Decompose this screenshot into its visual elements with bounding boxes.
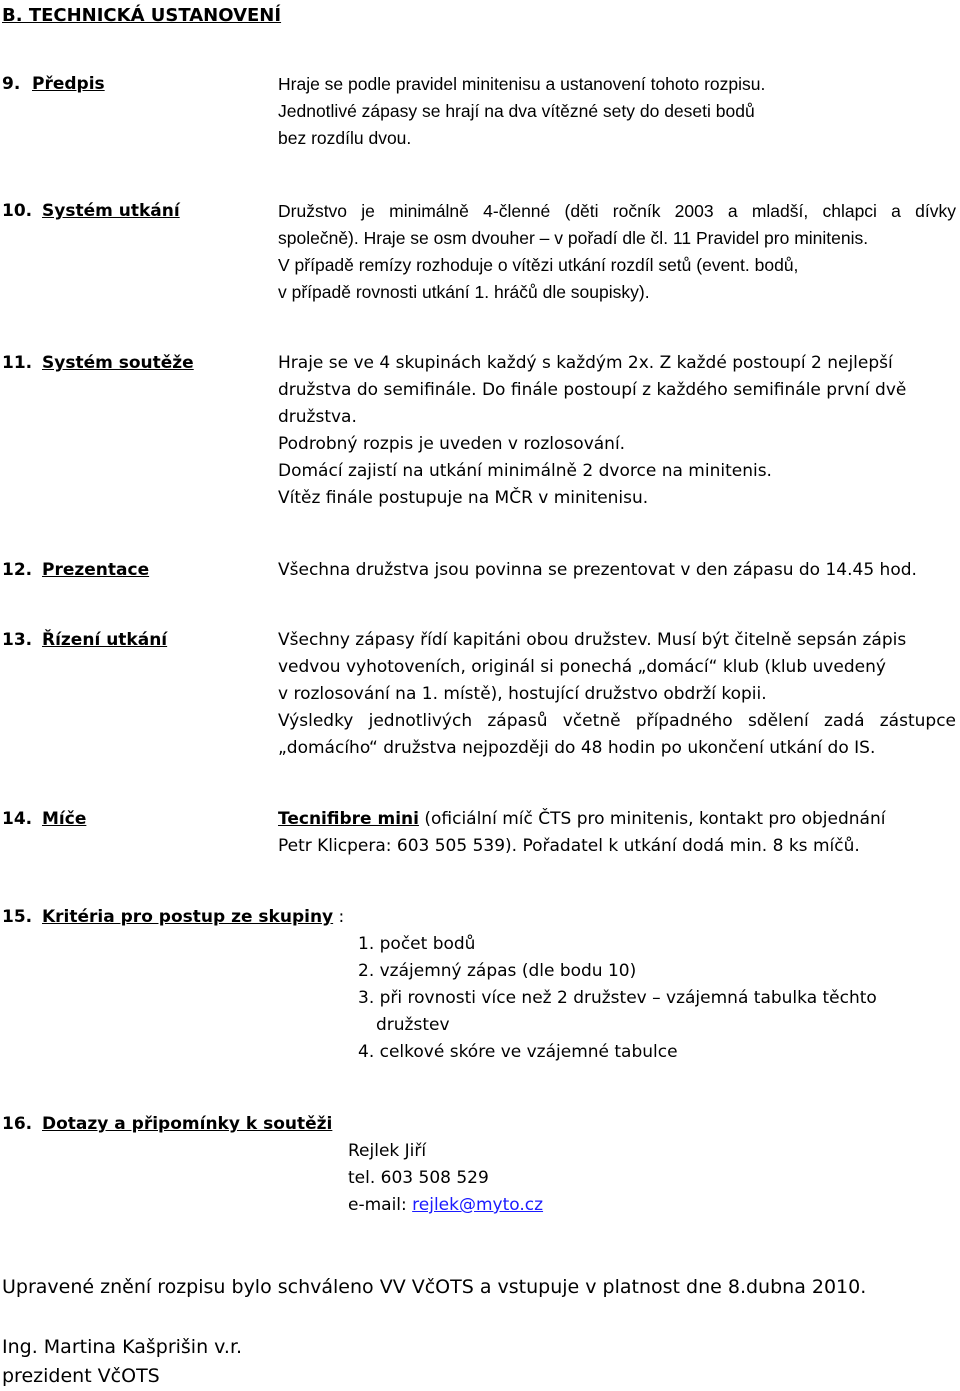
section-9-label <box>2 71 105 98</box>
section-number: 15. <box>2 907 33 927</box>
section-12-body <box>278 557 956 584</box>
section-title: Prezentace <box>42 560 150 580</box>
text-line: Podrobný rozpis je uveden v rozlosování. <box>278 434 626 454</box>
label-suffix: : <box>333 907 345 927</box>
contact-block <box>348 1138 543 1219</box>
section-title: Dotazy a připomínky k soutěži <box>42 1114 333 1134</box>
signature-block <box>2 1333 242 1391</box>
signature-title: prezident VčOTS <box>2 1365 160 1387</box>
section-title: Míče <box>42 809 87 829</box>
text-line: Hraje se ve 4 skupinách každý s každým 2x. Z každé postoupí 2 nejlepší <box>278 353 893 373</box>
section-12-label <box>2 557 149 584</box>
text-line: „domácího“ družstva nejpozději do 48 hodin po ukončení utkání do IS. <box>278 738 876 758</box>
section-number: 16. <box>2 1114 33 1134</box>
text-line: Jednotlivé zápasy se hrají na dva vítězné sety do deseti bodů <box>278 101 755 121</box>
text-line: v rozlosování na 1. místě), hostující družstvo obdrží kopii. <box>278 684 767 704</box>
text-line: Domácí zajistí na utkání minimálně 2 dvorce na minitenis. <box>278 461 772 481</box>
criteria-list <box>358 931 938 1066</box>
ball-brand: Tecnifibre mini <box>278 809 419 829</box>
text-line <box>278 806 956 833</box>
list-item: 4. celkové skóre ve vzájemné tabulce <box>358 1042 678 1062</box>
text-line: společně). Hraje se osm dvouher – v pořadí dle čl. 11 Pravidel pro minitenis. <box>278 228 869 248</box>
section-10-body <box>278 198 956 306</box>
section-number: 9. <box>2 74 21 94</box>
text-line: vedvou vyhotoveních, originál si ponechá „domácí“ klub (klub uvedený <box>278 657 886 677</box>
list-item: 1. počet bodů <box>358 934 476 954</box>
text-line: Družstvo je minimálně 4-členné (děti ročník 2003 a mladší, chlapci a dívky <box>278 201 956 221</box>
approval-note: Upravené znění rozpisu bylo schváleno VV VčOTS a vstupuje v platnost dne 8.dubna 2010. <box>2 1276 867 1298</box>
text-line: družstva. <box>278 407 357 427</box>
section-number: 14. <box>2 809 33 829</box>
section-15-label <box>2 904 344 931</box>
section-10-label <box>2 198 180 225</box>
signature-name: Ing. Martina Kašprišin v.r. <box>2 1336 243 1358</box>
list-item: 2. vzájemný zápas (dle bodu 10) <box>358 961 637 981</box>
contact-phone: tel. 603 508 529 <box>348 1168 489 1188</box>
text-line: Všechny zápasy řídí kapitáni obou družstev. Musí být čitelně sepsán zápis <box>278 630 907 650</box>
list-item: 3. při rovnosti více než 2 družstev – vzájemná tabulka těchto <box>358 988 877 1008</box>
section-14-body <box>278 806 956 860</box>
section-16-label <box>2 1111 332 1138</box>
text-line: Všechna družstva jsou povinna se prezentovat v den zápasu do 14.45 hod. <box>278 560 917 580</box>
text-line: družstva do semifinále. Do finále postoupí z každého semifinále první dvě <box>278 380 907 400</box>
section-number: 11. <box>2 353 33 373</box>
section-title: Řízení utkání <box>42 630 168 650</box>
section-9-body <box>278 71 956 152</box>
text-line: Petr Klicpera: 603 505 539). Pořadatel k utkání dodá min. 8 ks míčů. <box>278 836 860 856</box>
text-line: bez rozdílu dvou. <box>278 128 412 148</box>
section-number: 10. <box>2 201 33 221</box>
contact-name: Rejlek Jiří <box>348 1141 427 1161</box>
text-line: V případě remízy rozhoduje o vítězi utkání rozdíl setů (event. bodů, <box>278 255 799 275</box>
list-item: družstev <box>376 1015 450 1035</box>
section-number: 13. <box>2 630 33 650</box>
text-line: Hraje se podle pravidel minitenisu a ustanovení tohoto rozpisu. <box>278 74 766 94</box>
email-prefix: e-mail: <box>348 1195 413 1215</box>
section-title: Systém utkání <box>42 201 180 221</box>
email-link[interactable]: rejlek@myto.cz <box>412 1195 544 1215</box>
section-11-body <box>278 350 956 512</box>
text-line: v případě rovnosti utkání 1. hráčů dle soupisky). <box>278 282 650 302</box>
contact-email-row <box>348 1192 543 1219</box>
section-14-label <box>2 806 86 833</box>
section-title: Systém soutěže <box>42 353 194 373</box>
section-number: 12. <box>2 560 33 580</box>
section-13-label <box>2 627 167 654</box>
section-title: Předpis <box>32 74 105 94</box>
text-line: Vítěz finále postupuje na MČR v minitenisu. <box>278 488 649 508</box>
ball-details: (oficiální míč ČTS pro minitenis, kontakt pro objednání <box>418 809 886 829</box>
section-11-label <box>2 350 194 377</box>
text-line: Výsledky jednotlivých zápasů včetně případného sdělení zadá zástupce <box>278 711 956 731</box>
section-title: Kritéria pro postup ze skupiny <box>42 907 334 927</box>
section-13-body <box>278 627 956 762</box>
page-heading: B. TECHNICKÁ USTANOVENÍ <box>2 5 282 26</box>
